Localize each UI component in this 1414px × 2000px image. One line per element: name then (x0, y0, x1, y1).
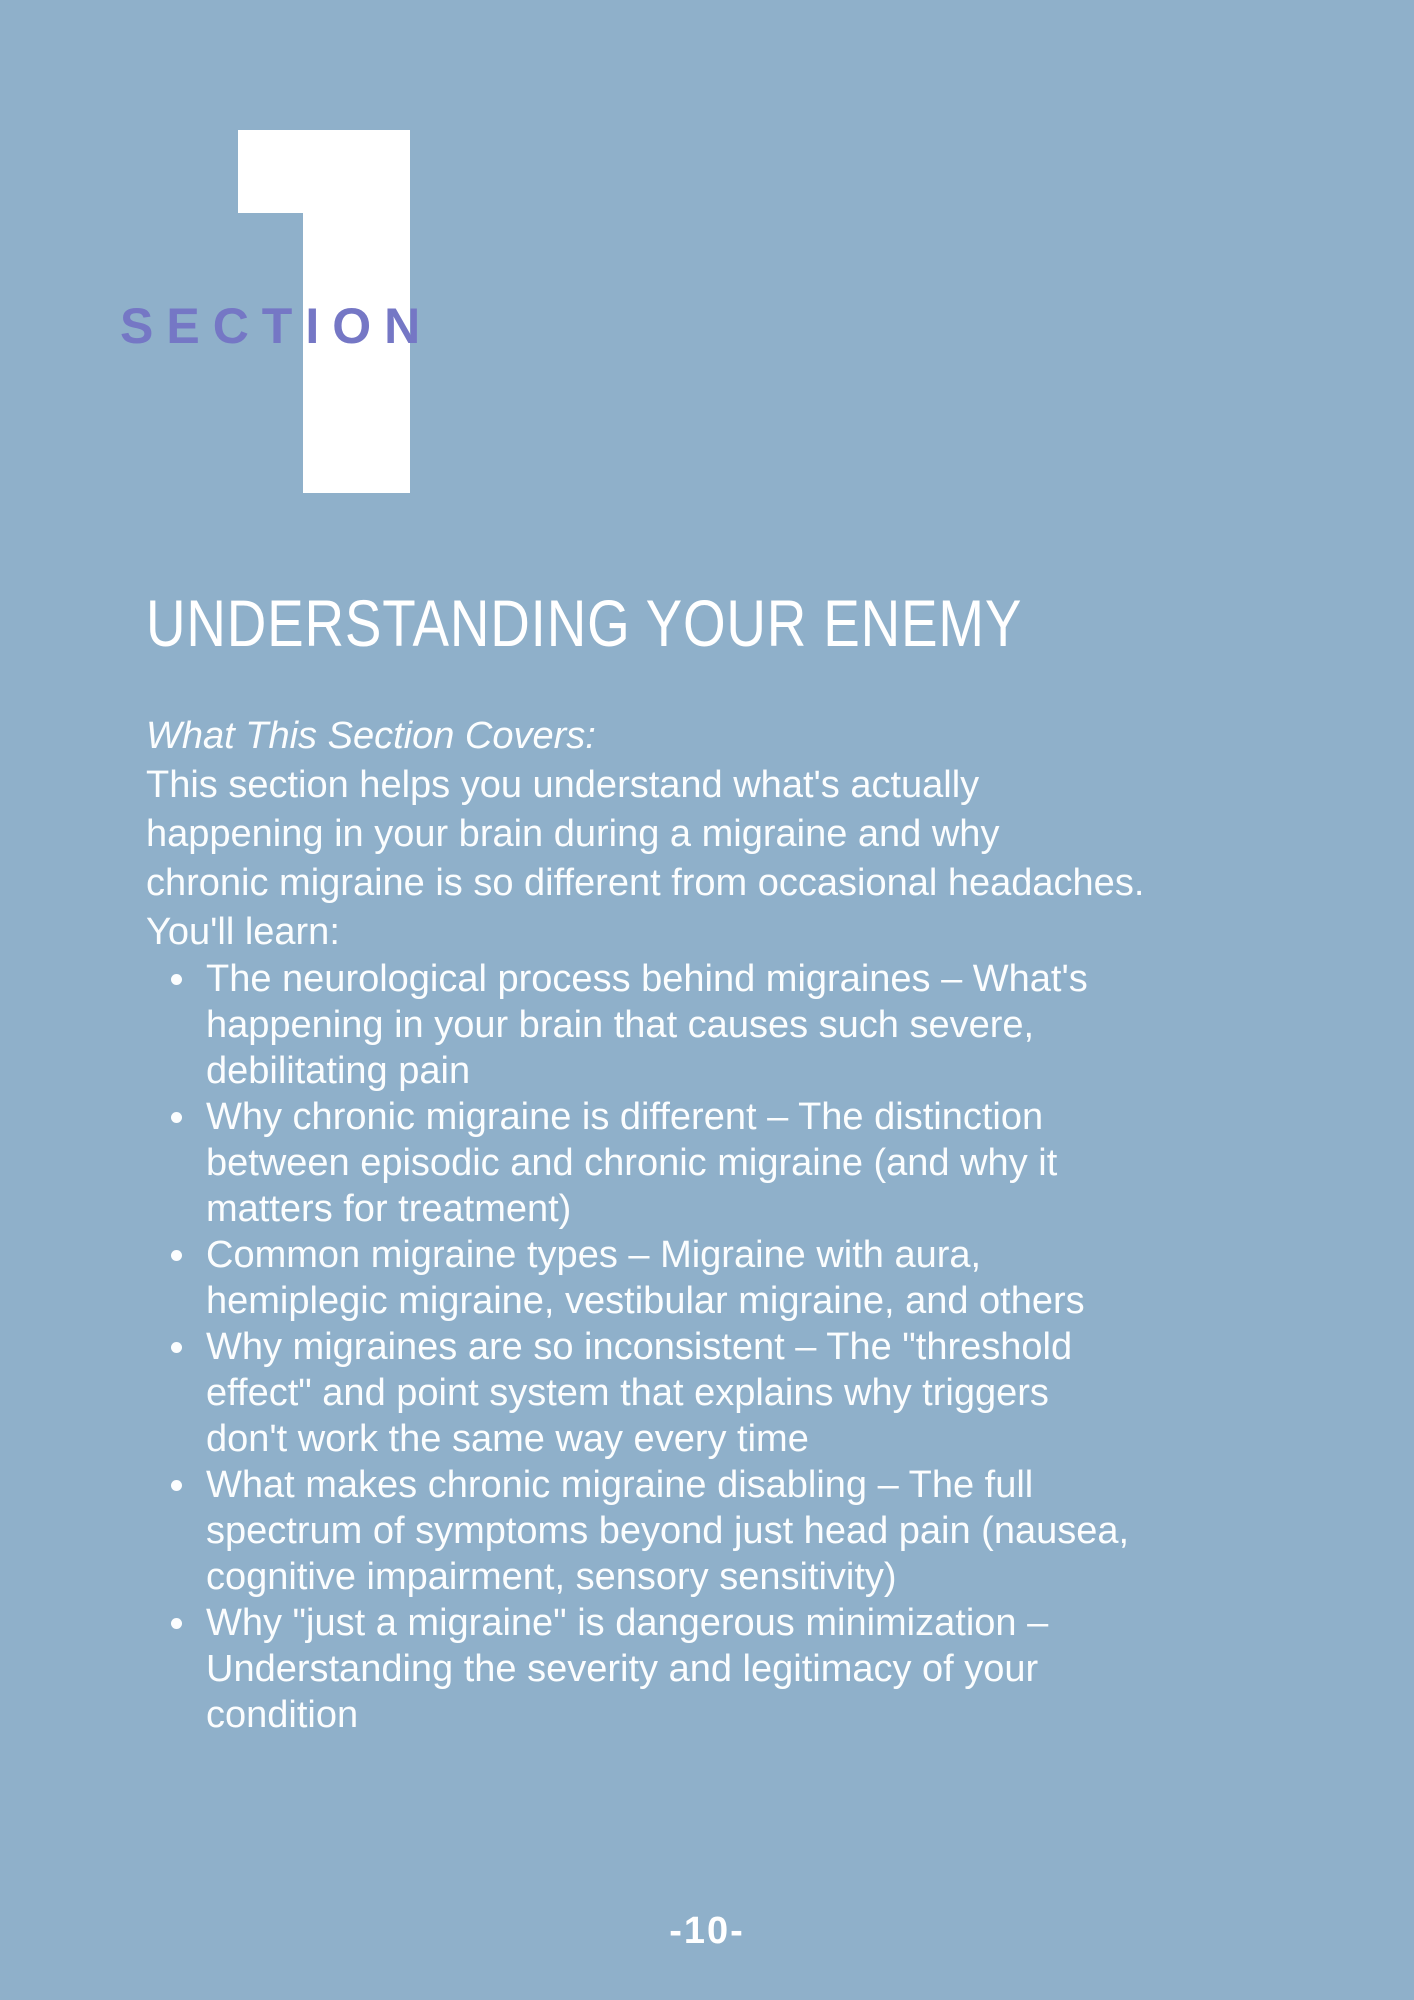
bullet-line: happening in your brain that causes such severe, (206, 1004, 1035, 1046)
intro-line: chronic migraine is so different from occasional headaches. (146, 862, 1145, 904)
list-item (146, 1600, 1129, 1738)
bullet-line: effect" and point system that explains why triggers (206, 1372, 1049, 1414)
bullet-line: Why "just a migraine" is dangerous minimization – (206, 1602, 1049, 1644)
bullet-dot-icon (171, 1112, 182, 1123)
bullet-line: Understanding the severity and legitimacy of your (206, 1648, 1039, 1690)
list-item (146, 1462, 1129, 1600)
list-item (146, 1232, 1129, 1324)
bullet-line: hemiplegic migraine, vestibular migraine, and others (206, 1280, 1085, 1322)
list-item (146, 1094, 1129, 1232)
intro-heading: What This Section Covers: (146, 715, 596, 757)
section-label: SECTION (120, 298, 434, 354)
bullet-dot-icon (171, 1480, 182, 1491)
bullet-line: What makes chronic migraine disabling – The full (206, 1464, 1034, 1506)
bullet-line: Why chronic migraine is different – The distinction (206, 1096, 1044, 1138)
bullet-dot-icon (171, 1618, 182, 1629)
page-number: -10- (669, 1910, 745, 1952)
bullet-line: don't work the same way every time (206, 1418, 809, 1460)
list-item (146, 1324, 1129, 1462)
bullet-line: matters for treatment) (206, 1188, 572, 1230)
learning-points-list (146, 956, 1129, 1738)
bullet-line: Why migraines are so inconsistent – The "threshold (206, 1326, 1073, 1368)
bullet-line: debilitating pain (206, 1050, 471, 1092)
page-title: UNDERSTANDING YOUR ENEMY (146, 586, 1023, 660)
intro-line: happening in your brain during a migraine and why (146, 813, 1000, 855)
list-item (146, 956, 1129, 1094)
bullet-line: between episodic and chronic migraine (and why it (206, 1142, 1058, 1184)
intro-line: You'll learn: (146, 911, 340, 953)
bullet-dot-icon (171, 1250, 182, 1261)
bullet-dot-icon (171, 974, 182, 985)
bullet-dot-icon (171, 1342, 182, 1353)
intro-block (146, 712, 1144, 957)
bullet-line: The neurological process behind migraines – What's (206, 958, 1088, 1000)
intro-line: This section helps you understand what's actually (146, 764, 980, 806)
bullet-line: cognitive impairment, sensory sensitivity) (206, 1556, 897, 1598)
bullet-line: Common migraine types – Migraine with aura, (206, 1234, 982, 1276)
bullet-line: spectrum of symptoms beyond just head pain (nausea, (206, 1510, 1130, 1552)
bullet-line: condition (206, 1694, 359, 1736)
